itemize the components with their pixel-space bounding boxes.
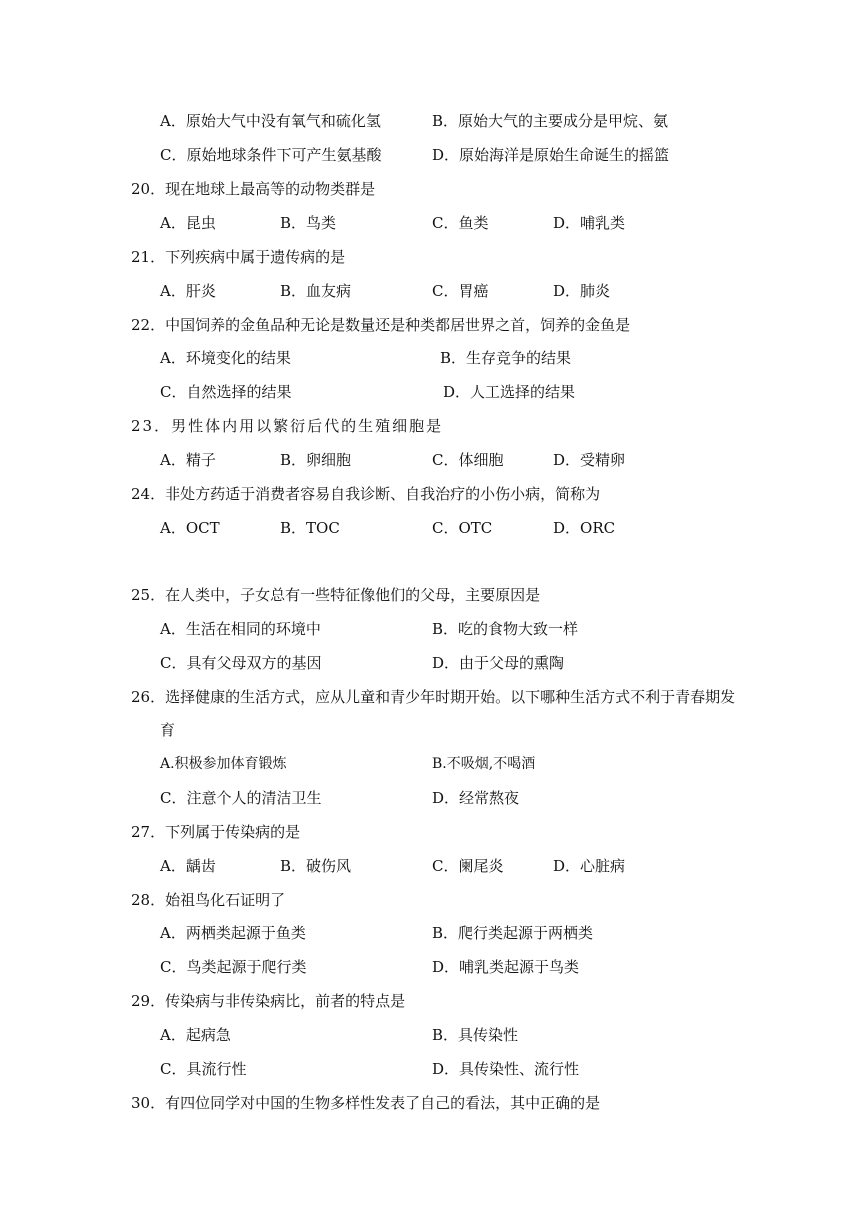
q20-stem: 20．现在地球上最高等的动物类群是: [131, 180, 376, 198]
q20-option-d: D．哺乳类: [553, 214, 626, 232]
q28-stem: 28．始祖鸟化石证明了: [131, 891, 286, 909]
q22-option-b: B．生存竞争的结果: [440, 349, 572, 367]
q24-option-c: C．OTC: [432, 519, 493, 537]
q19-option-b: B．原始大气的主要成分是甲烷、氨: [432, 112, 669, 130]
q27-option-c: C．阑尾炎: [432, 857, 504, 875]
q21-stem: 21．下列疾病中属于遗传病的是: [131, 248, 346, 266]
q23-stem: 23．男性体内用以繁衍后代的生殖细胞是: [131, 417, 444, 435]
q27-option-b: B．破伤风: [280, 857, 352, 875]
q22-stem: 22．中国饲养的金鱼品种无论是数量还是种类都居世界之首，饲养的金鱼是: [131, 316, 631, 334]
q25-option-a: A．生活在相同的环境中: [160, 620, 321, 638]
q29-option-d: D．具传染性、流行性: [432, 1060, 580, 1078]
q19-option-d: D．原始海洋是原始生命诞生的摇篮: [432, 146, 670, 164]
q23-option-d: D．受精卵: [553, 451, 626, 469]
q24-option-a: A．OCT: [160, 519, 220, 537]
q26-option-b: B.不吸烟,不喝酒: [432, 756, 536, 772]
q27-option-a: A．龋齿: [160, 857, 216, 875]
q22-option-a: A．环境变化的结果: [160, 349, 291, 367]
q29-stem: 29．传染病与非传染病比，前者的特点是: [131, 992, 406, 1010]
q21-option-a: A．肝炎: [160, 282, 216, 300]
q30-stem: 30．有四位同学对中国的生物多样性发表了自己的看法，其中正确的是: [131, 1094, 601, 1112]
q27-option-d: D．心脏病: [553, 857, 626, 875]
q20-option-a: A．昆虫: [160, 214, 216, 232]
q22-option-d: D．人工选择的结果: [443, 383, 576, 401]
q25-option-c: C．具有父母双方的基因: [160, 654, 322, 672]
q29-option-b: B．具传染性: [432, 1026, 519, 1044]
q20-option-c: C．鱼类: [432, 214, 489, 232]
q19-option-a: A．原始大气中没有氧气和硫化氢: [160, 112, 381, 130]
q26-option-a: A.积极参加体育锻炼: [160, 756, 287, 772]
q26-option-c: C．注意个人的清洁卫生: [160, 789, 322, 807]
q27-stem: 27．下列属于传染病的是: [131, 823, 301, 841]
q19-option-c: C．原始地球条件下可产生氨基酸: [160, 146, 382, 164]
q29-option-c: C．具流行性: [160, 1060, 247, 1078]
q26-option-d: D．经常熬夜: [432, 789, 520, 807]
q25-stem: 25．在人类中，子女总有一些特征像他们的父母，主要原因是: [131, 586, 541, 604]
q21-option-b: B．血友病: [280, 282, 352, 300]
q25-option-b: B．吃的食物大致一样: [432, 620, 579, 638]
q28-option-a: A．两栖类起源于鱼类: [160, 924, 306, 942]
q23-option-a: A．精子: [160, 451, 216, 469]
q21-option-c: C．胃癌: [432, 282, 489, 300]
q23-option-b: B．卵细胞: [280, 451, 352, 469]
q25-option-d: D．由于父母的熏陶: [432, 654, 565, 672]
q24-option-d: D．ORC: [553, 519, 616, 537]
q24-stem: 24．非处方药适于消费者容易自我诊断、自我治疗的小伤小病，简称为: [131, 485, 601, 503]
q28-option-c: C．鸟类起源于爬行类: [160, 958, 307, 976]
q28-option-d: D．哺乳类起源于鸟类: [432, 958, 580, 976]
q26-stem-continuation: 育: [160, 721, 176, 739]
q29-option-a: A．起病急: [160, 1026, 231, 1044]
q24-option-b: B．TOC: [280, 519, 340, 537]
q23-option-c: C．体细胞: [432, 451, 504, 469]
q21-option-d: D．肺炎: [553, 282, 611, 300]
q28-option-b: B．爬行类起源于两栖类: [432, 924, 594, 942]
q22-option-c: C．自然选择的结果: [160, 383, 292, 401]
q20-option-b: B．鸟类: [280, 214, 337, 232]
q26-stem: 26．选择健康的生活方式，应从儿童和青少年时期开始。以下哪种生活方式不利于青春期发: [131, 688, 736, 706]
